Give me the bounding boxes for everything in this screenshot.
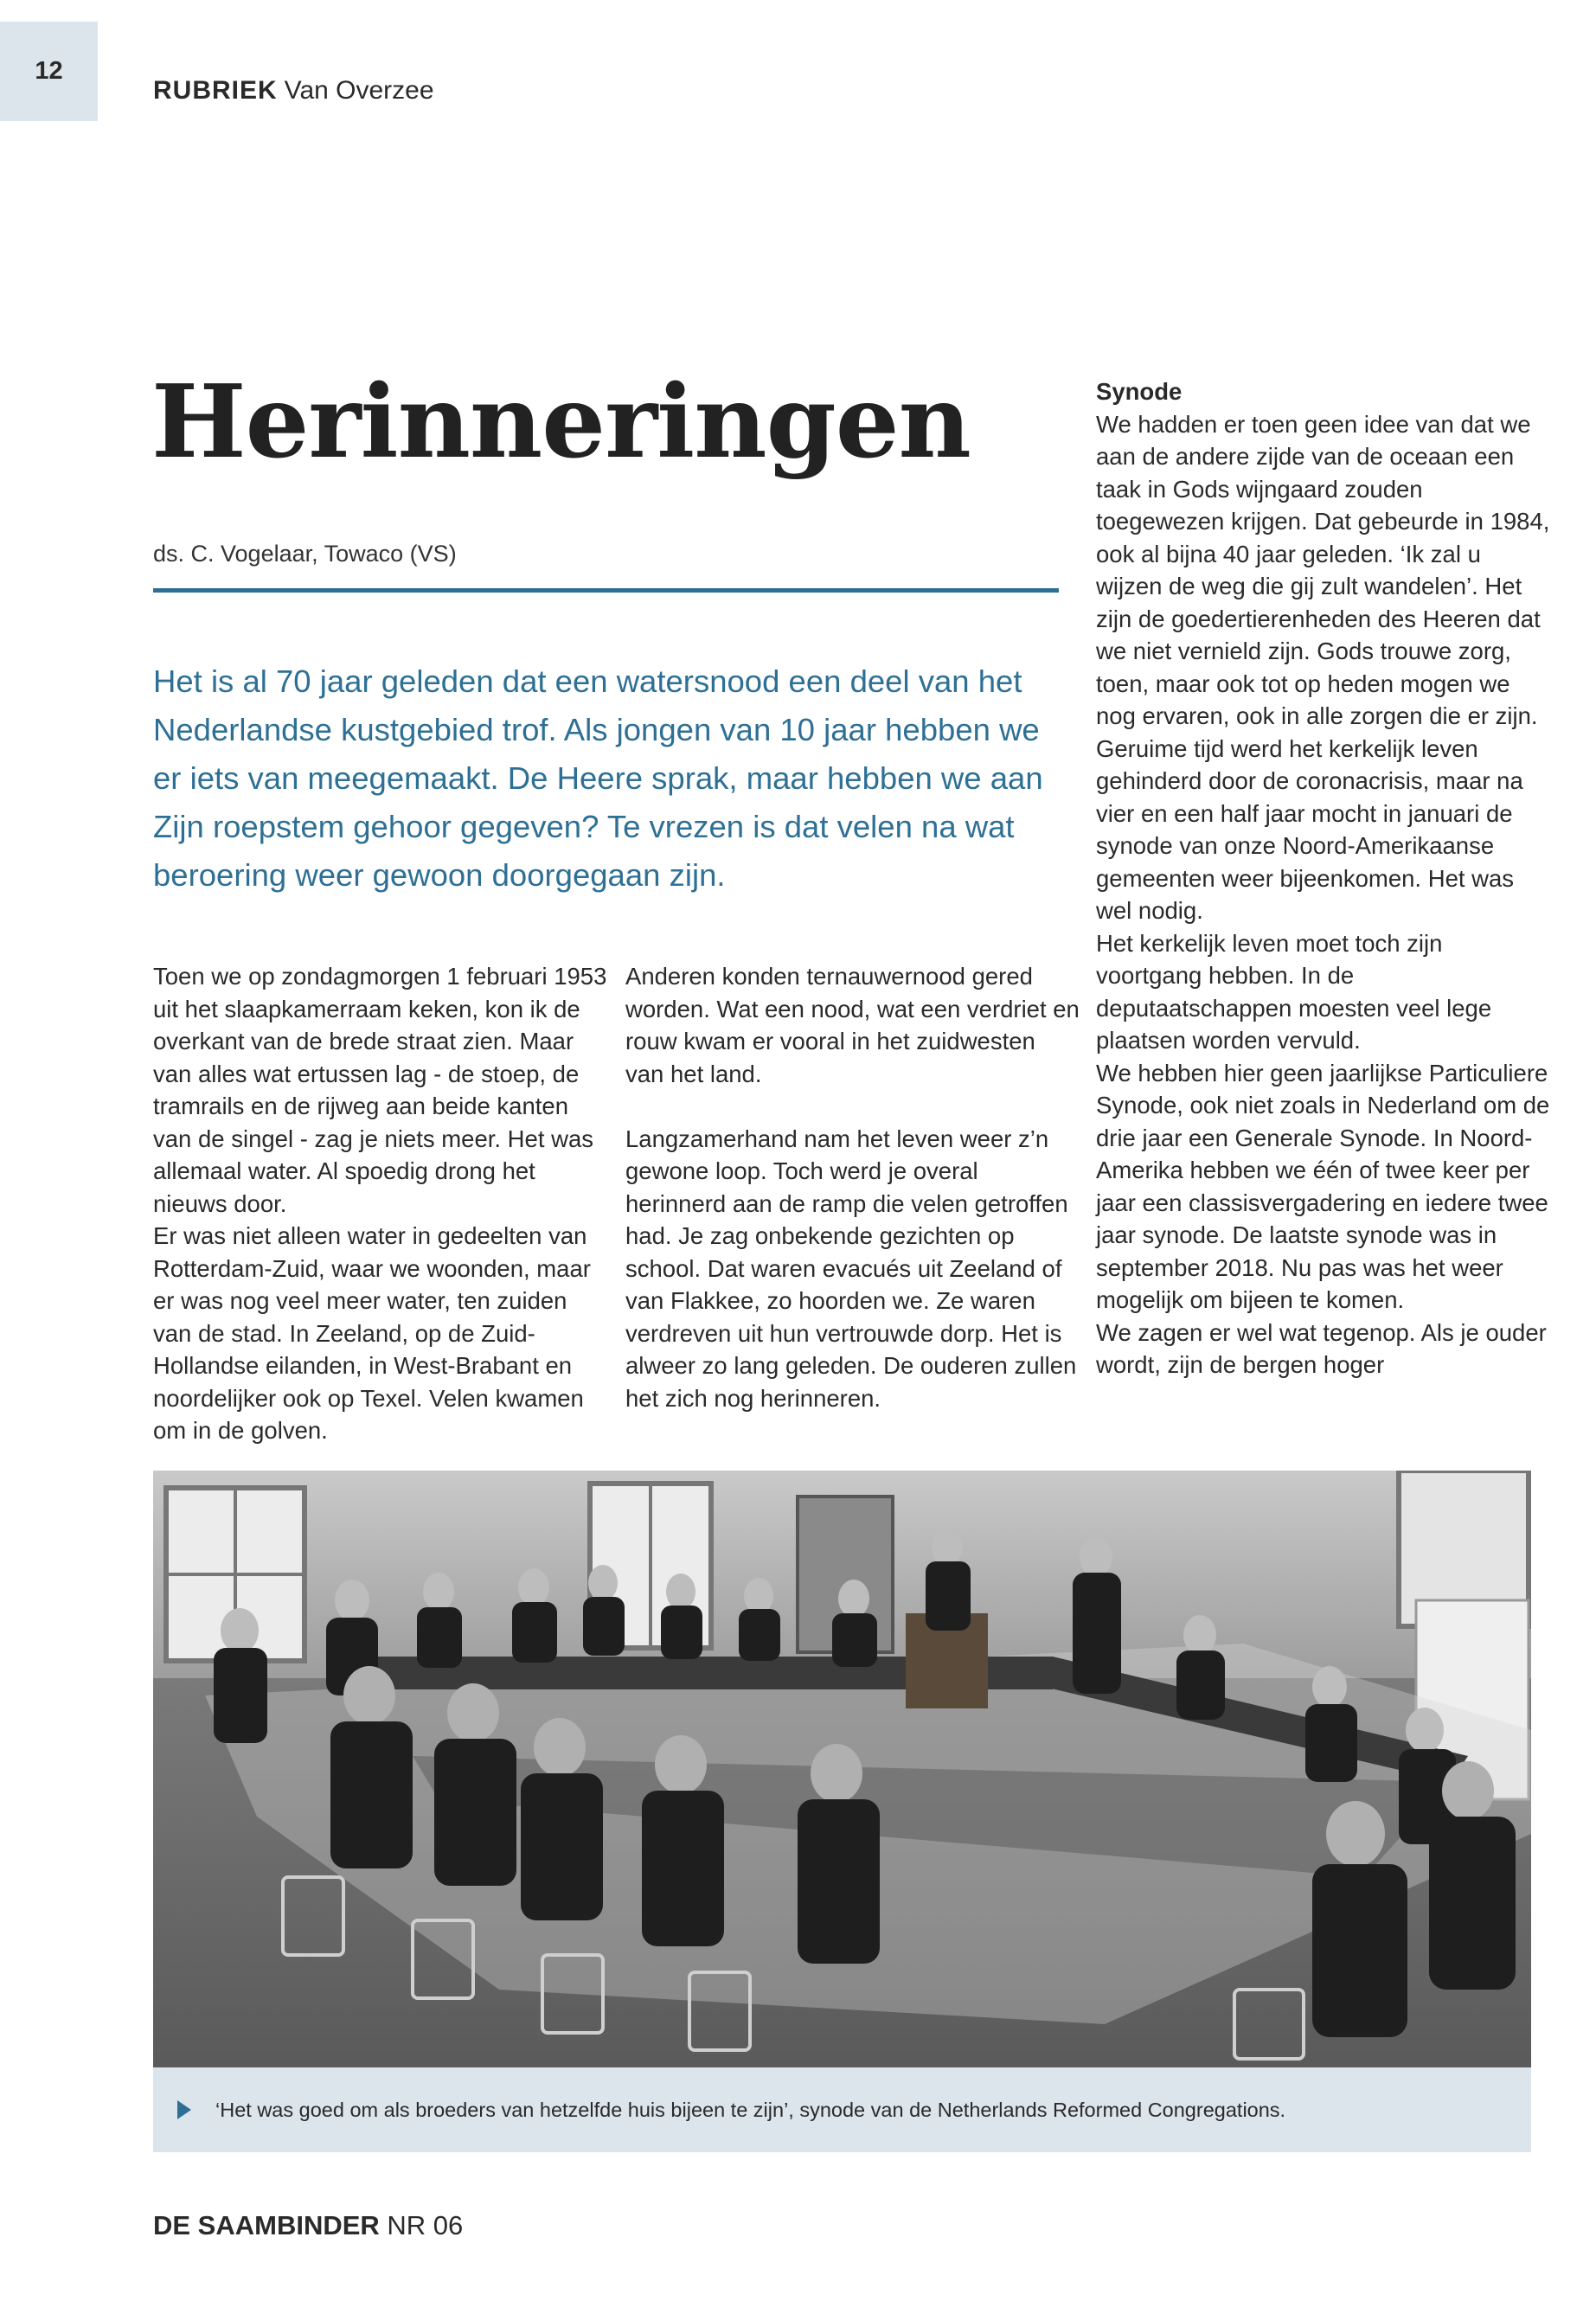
text-column-2 [625,960,1080,1414]
issue-number: NR 06 [387,2210,464,2240]
article-title: Herinneringen [151,363,971,481]
section-name: Van Overzee [284,76,434,105]
paragraph: We zagen er wel wat tegenop. Als je ouder wordt, zijn de bergen hoger [1096,1318,1547,1378]
paragraph: We hebben hier geen jaarlijkse Particuliere Synode, ook niet zoals in Nederland om de drie jaar een Generale Synode. In Noord-Amerika hebben we één of twee keer per jaar een classisvergadering en iedere twee jaar synode. De laatste synode was in september 2018. Nu pas was het weer mogelijk om bijeen te komen. [1096,1059,1550,1313]
footer [153,2210,463,2241]
caption-text: ‘Het was goed om als broeders van hetzelfde huis bijeen te zijn’, synode van de Netherlands Reformed Congregations. [215,2098,1286,2121]
text-column-3 [1096,375,1550,1381]
paragraph: Geruime tijd werd het kerkelijk leven gehinderd door de coronacrisis, maar na vier en een half jaar mocht in januari de synode van onze Noord-Amerikaanse gemeenten weer bijeenkomen. Het was wel nodig. [1096,734,1523,924]
paragraph: Langzamerhand nam het leven weer z’n gewone loop. Toch werd je overal herinnerd aan de ramp die velen getroffen had. Je zag onbekende gezichten op school. Dat waren evacués uit Zeeland of van Flakkee, zo hoorden we. Ze waren verdreven uit hun vertrouwde dorp. Het is alweer zo lang geleden. De ouderen zullen het zich nog herinneren. [625,1125,1077,1412]
article-author: ds. C. Vogelaar, Towaco (VS) [153,541,457,567]
section-header [153,76,434,106]
caption-arrow-icon [177,2100,191,2119]
paragraph: We hadden er toen geen idee van dat we aan de andere zijde van de oceaan een taak in Gods wijngaard zouden toegewezen krijgen. Dat gebeurde in 1984, ook al bijna 40 jaar geleden. ‘Ik zal u wijzen de weg die gij zult wandelen’. Het zijn de goedertierenheden des Heeren dat we niet vernield zijn. Gods trouwe zorg, toen, maar ook tot op heden mogen we nog ervaren, ook in alle zorgen die er zijn. [1096,410,1550,729]
photo-caption [153,2067,1531,2152]
paragraph: Anderen konden ternauwernood gered worden. Wat een nood, wat een verdriet en rouw kwam er vooral in het zuidwesten van het land. [625,963,1080,1087]
magazine-name: DE SAAMBINDER [153,2210,380,2240]
page-number: 12 [0,22,98,121]
paragraph: Er was niet alleen water in gedeelten van Rotterdam-Zuid, waar we woonden, maar er was nog veel meer water, ten zuiden van de stad. In Zeeland, op de Zuid-Hollandse eilanden, in West-Brabant en noordelijker ook op Texel. Velen kwamen om in de golven. [153,1222,591,1444]
title-divider [153,588,1059,593]
subheading-synode: Synode [1096,378,1183,405]
synod-meeting-photo [153,1471,1531,2067]
paragraph: Het kerkelijk leven moet toch zijn voortgang hebben. In de deputaatschappen moesten veel lege plaatsen worden vervuld. [1096,929,1492,1054]
text-column-1 [153,960,607,1447]
paragraph: Toen we op zondagmorgen 1 februari 1953 uit het slaapkamerraam keken, kon ik de overkant van de brede straat zien. Maar van alles wat ertussen lag - de stoep, de tramrails en de rijweg aan beide kanten van de singel - zag je niets meer. Het was allemaal water. Al spoedig drong het nieuws door. [153,963,607,1217]
section-label: RUBRIEK [153,76,278,105]
article-lead: Het is al 70 jaar geleden dat een watersnood een deel van het Nederlandse kustgebied trof. Als jongen van 10 jaar hebben we er iets van meegemaakt. De Heere sprak, maar hebben we aan Zijn roepstem gehoor gegeven? Te vrezen is dat velen na wat beroering weer gewoon doorgegaan zijn. [153,663,1043,893]
